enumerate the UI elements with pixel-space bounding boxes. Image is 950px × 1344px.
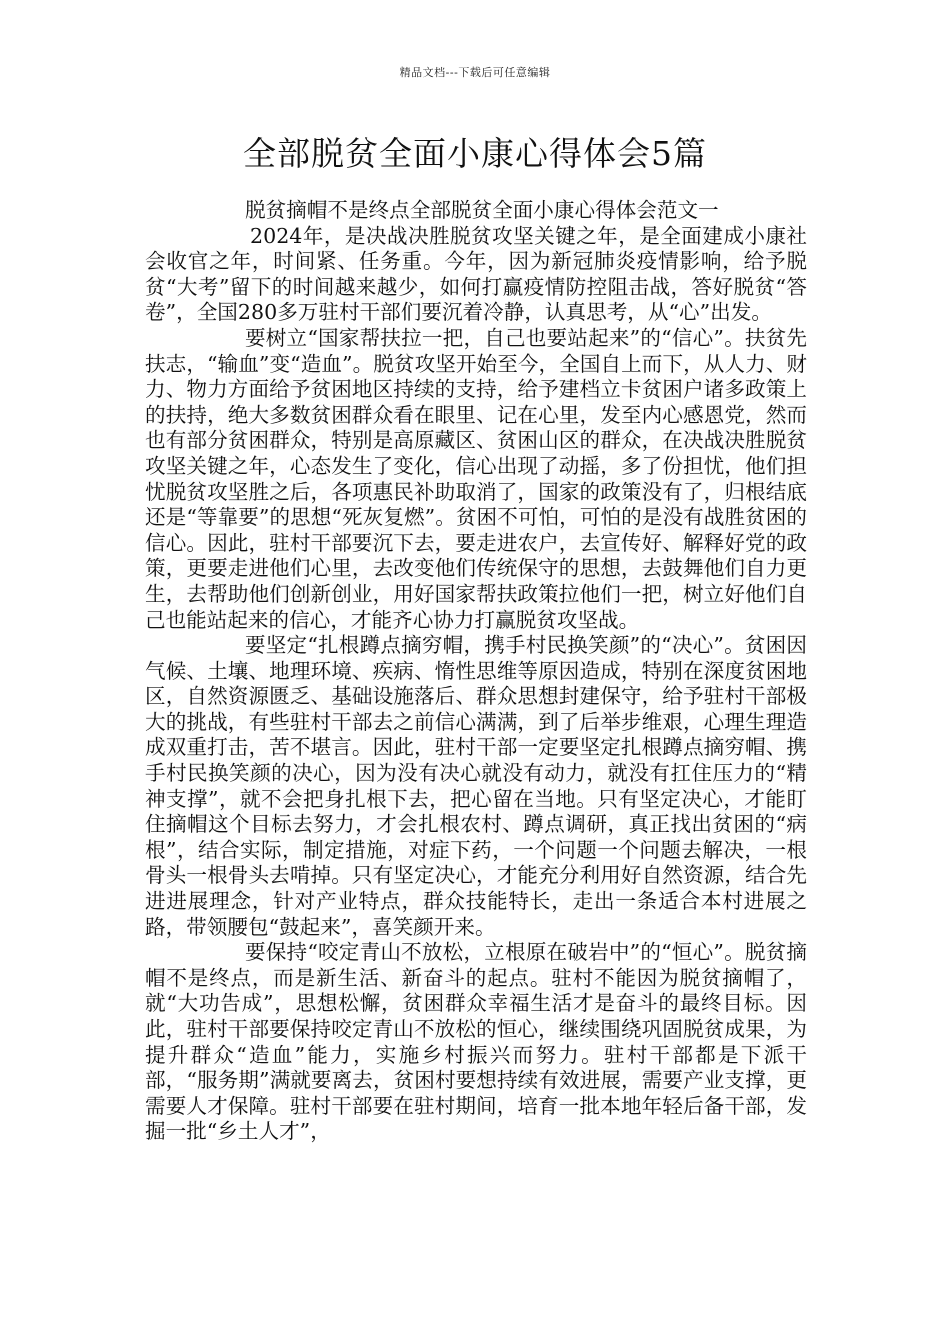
section-subheading: 脱贫摘帽不是终点全部脱贫全面小康心得体会范文一: [245, 198, 719, 222]
paragraph: 2024年，是决战决胜脱贫攻坚关键之年，是全面建成小康社会收官之年，时间紧、任务重。今年，因为新冠肺炎疫情影响，给予脱贫“大考”留下的时间越来越少，如何打赢疫情防控阻击战，答好脱贫“答卷”，全国280多万驻村干部们要沉着冷静，认真思考，从“心”出发。: [145, 223, 807, 325]
paragraph: 要保持“咬定青山不放松，立根原在破岩中”的“恒心”。脱贫摘帽不是终点，而是新生活、新奋斗的起点。驻村不能因为脱贫摘帽了，就“大功告成”，思想松懈，贫困群众幸福生活才是奋斗的最终目标。因此，驻村干部要保持咬定青山不放松的恒心，继续围绕巩固脱贫成果，为提升群众“造血”能力，实施乡村振兴而努力。驻村干部都是下派干部，“服务期”满就要离去，贫困村要想持续有效进展，需要产业支撑，更需要人才保障。驻村干部要在驻村期间，培育一批本地年轻后备干部，发掘一批“乡土人才”，: [145, 940, 807, 1144]
document-body: [145, 198, 807, 1145]
paragraph: 要坚定“扎根蹲点摘穷帽，携手村民换笑颜”的“决心”。贫困因气候、土壤、地理环境、疾病、惰性思维等原因造成，特别在深度贫困地区，自然资源匮乏、基础设施落后、群众思想封建保守，给予驻村干部极大的挑战，有些驻村干部去之前信心满满，到了后举步维艰，心理生理造成双重打击，苦不堪言。因此，驻村干部一定要坚定扎根蹲点摘穷帽、携手村民换笑颜的决心，因为没有决心就没有动力，就没有扛住压力的“精神支撑”，就不会把身扎根下去，把心留在当地。只有坚定决心，才能盯住摘帽这个目标去努力，才会扎根农村、蹲点调研，真正找出贫困的“病根”，结合实际，制定措施，对症下药，一个问题一个问题去解决，一根骨头一根骨头去啃掉。只有坚定决心，才能充分利用好自然资源，结合先进进展理念，针对产业特点，群众技能特长，走出一条适合本村进展之路，带领腰包“鼓起来”，喜笑颜开来。: [145, 633, 807, 939]
paragraph: 要树立“国家帮扶拉一把，自己也要站起来”的“信心”。扶贫先扶志，“输血”变“造血”。脱贫攻坚开始至今，全国自上而下，从人力、财力、物力方面给予贫困地区持续的支持，给予建档立卡贫困户诸多政策上的扶持，绝大多数贫困群众看在眼里、记在心里，发至内心感恩党，然而也有部分贫困群众，特别是高原藏区、贫困山区的群众，在决战决胜脱贫攻坚关键之年，心态发生了变化，信心出现了动摇，多了份担忧，他们担忧脱贫攻坚胜之后，各项惠民补助取消了，国家的政策没有了，归根结底还是“等靠要”的思想“死灰复燃”。贫困不可怕，可怕的是没有战胜贫困的信心。因此，驻村干部要沉下去，要走进农户，去宣传好、解释好党的政策，更要走进他们心里，去改变他们传统保守的思想，去鼓舞他们自力更生，去帮助他们创新创业，用好国家帮扶政策拉他们一把，树立好他们自己也能站起来的信心，才能齐心协力打赢脱贫攻坚战。: [145, 325, 807, 632]
header-note: 精品文档---下载后可任意编辑: [399, 66, 551, 79]
document-title: 全部脱贫全面小康心得体会5篇: [243, 134, 707, 173]
